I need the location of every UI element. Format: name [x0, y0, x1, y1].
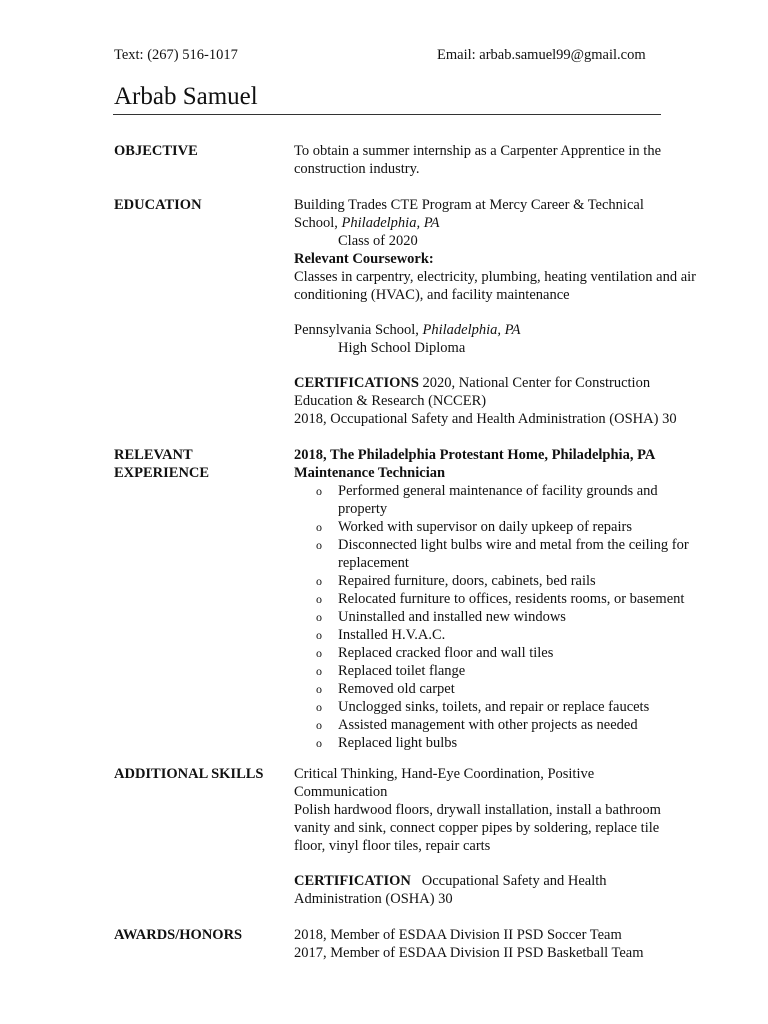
- skills-certification-label: CERTIFICATION: [294, 873, 411, 889]
- school-2-location: Philadelphia, PA: [422, 322, 521, 338]
- coursework-text: Classes in carpentry, electricity, plumbing, heating ventilation and air conditioning (HVAC), and facility maintenance: [294, 269, 696, 303]
- experience-bullet: [294, 698, 704, 716]
- experience-bullet: [294, 590, 704, 608]
- employer: 2018, The Philadelphia Protestant Home, Philadelphia, PA: [294, 447, 656, 463]
- bullet-marker: o: [316, 538, 322, 552]
- awards-section: [294, 926, 714, 962]
- job-role: Maintenance Technician: [294, 465, 446, 481]
- section-label-awards: AWARDS/HONORS: [114, 927, 243, 943]
- bullet-marker: o: [316, 574, 322, 588]
- experience-bullet: [294, 572, 704, 590]
- bullet-text: Uninstalled and installed new windows: [338, 609, 566, 625]
- bullet-text: Installed H.V.A.C.: [338, 627, 446, 643]
- bullet-marker: o: [316, 520, 322, 534]
- header-divider: [113, 114, 661, 115]
- bullet-marker: o: [316, 700, 322, 714]
- education-school-2: [294, 321, 714, 339]
- skills-line-1: Critical Thinking, Hand-Eye Coordination, Positive Communication: [294, 766, 595, 800]
- bullet-text: Worked with supervisor on daily upkeep of repairs: [338, 519, 632, 535]
- bullet-text: Assisted management with other projects as needed: [338, 717, 638, 733]
- skills-certification: [294, 872, 634, 908]
- bullet-marker: o: [316, 718, 322, 732]
- candidate-name: Arbab Samuel: [114, 83, 258, 110]
- award-2: 2017, Member of ESDAA Division II PSD Basketball Team: [294, 945, 644, 961]
- bullet-text: Disconnected light bulbs wire and metal from the ceiling for replacement: [338, 537, 689, 571]
- skills-certification-text: Occupational Safety and Health Administration (OSHA) 30: [294, 873, 610, 907]
- bullet-text: Replaced light bulbs: [338, 735, 458, 751]
- bullet-marker: o: [316, 610, 322, 624]
- experience-section: [294, 446, 704, 752]
- bullet-text: Performed general maintenance of facility grounds and property: [338, 483, 658, 517]
- diploma: High School Diploma: [338, 340, 466, 356]
- experience-bullet: [294, 518, 704, 536]
- experience-bullet: [294, 734, 704, 752]
- bullet-text: Unclogged sinks, toilets, and repair or replace faucets: [338, 699, 650, 715]
- class-of: Class of 2020: [338, 233, 418, 249]
- certifications-block: [294, 374, 694, 410]
- school-2-name: Pennsylvania School,: [294, 322, 423, 338]
- experience-bullet: [294, 482, 704, 518]
- section-label-experience: [114, 446, 209, 482]
- experience-label-line-2: EXPERIENCE: [114, 465, 210, 481]
- experience-bullet: [294, 716, 704, 734]
- section-label-skills: ADDITIONAL SKILLS: [114, 766, 264, 782]
- bullet-text: Repaired furniture, doors, cabinets, bed rails: [338, 573, 596, 589]
- certifications-text-2: 2018, Occupational Safety and Health Administration (OSHA) 30: [294, 411, 677, 427]
- experience-bullet: [294, 662, 704, 680]
- skills-section: [294, 765, 684, 908]
- experience-bullet: [294, 608, 704, 626]
- experience-bullet: [294, 626, 704, 644]
- contact-phone: Text: (267) 516-1017: [114, 47, 238, 63]
- certifications-text-1: 2020, National Center for Construction Education & Research (NCCER): [294, 375, 651, 409]
- experience-label-line-1: RELEVANT: [114, 447, 193, 463]
- objective-text: To obtain a summer internship as a Carpenter Apprentice in the construction industry.: [294, 143, 662, 177]
- bullet-text: Replaced cracked floor and wall tiles: [338, 645, 554, 661]
- school-1-name: Building Trades CTE Program at Mercy Career & Technical School,: [294, 197, 644, 231]
- coursework-label: Relevant Coursework:: [294, 251, 434, 267]
- bullet-text: Replaced toilet flange: [338, 663, 466, 679]
- bullet-marker: o: [316, 592, 322, 606]
- bullet-marker: o: [316, 646, 322, 660]
- contact-email: Email: arbab.samuel99@gmail.com: [437, 47, 646, 63]
- bullet-marker: o: [316, 664, 322, 678]
- section-label-objective: OBJECTIVE: [114, 143, 198, 159]
- education-school-1: [294, 196, 674, 232]
- skills-line-2: Polish hardwood floors, drywall installation, install a bathroom vanity and sink, connect copper pipes by soldering, replace tile floor, vinyl floor tiles, repair carts: [294, 802, 661, 854]
- experience-bullet: [294, 536, 704, 572]
- certifications-label: CERTIFICATIONS: [294, 375, 419, 391]
- bullet-marker: o: [316, 682, 322, 696]
- bullet-text: Relocated furniture to offices, residents rooms, or basement: [338, 591, 685, 607]
- bullet-marker: o: [316, 736, 322, 750]
- bullet-text: Removed old carpet: [338, 681, 455, 697]
- award-1: 2018, Member of ESDAA Division II PSD Soccer Team: [294, 927, 622, 943]
- bullet-marker: o: [316, 484, 322, 498]
- school-1-location: Philadelphia, PA: [341, 215, 440, 231]
- education-section: [294, 196, 714, 428]
- experience-bullet: [294, 680, 704, 698]
- experience-bullet-list: [294, 482, 704, 752]
- section-label-education: EDUCATION: [114, 197, 202, 213]
- experience-bullet: [294, 644, 704, 662]
- bullet-marker: o: [316, 628, 322, 642]
